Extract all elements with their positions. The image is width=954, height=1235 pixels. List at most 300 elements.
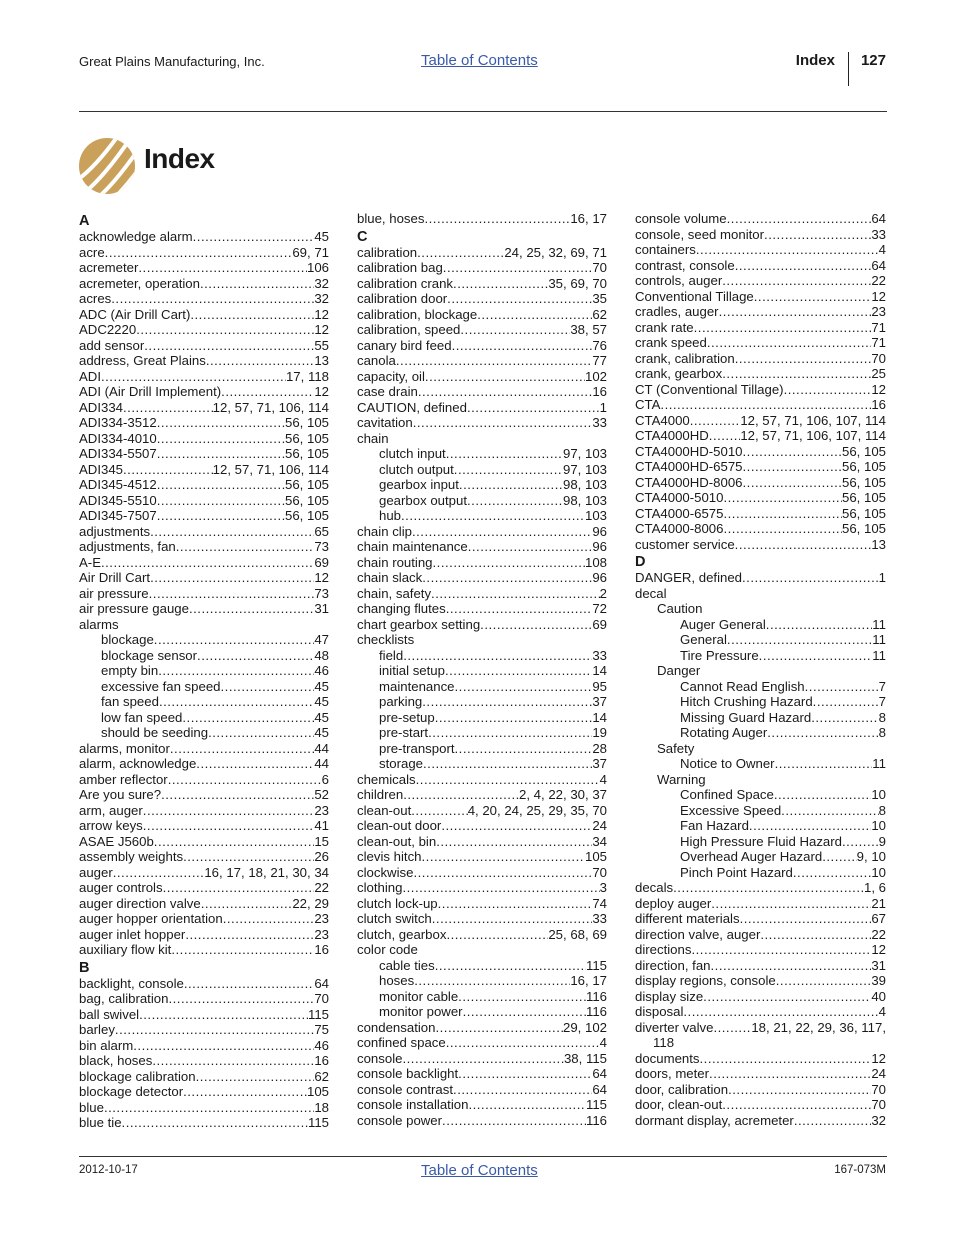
index-entry <box>79 710 329 726</box>
index-term: case drain <box>357 384 418 399</box>
dot-leader <box>793 865 871 881</box>
index-entry <box>79 849 329 865</box>
index-entry <box>635 211 886 227</box>
index-term: arm, auger <box>79 802 143 818</box>
dot-leader <box>416 772 600 788</box>
dot-leader <box>157 431 285 447</box>
index-page-refs: 12 <box>871 288 886 304</box>
dot-leader <box>425 369 585 385</box>
index-term: monitor power <box>379 1004 463 1019</box>
index-page-refs: 6 <box>321 771 329 787</box>
index-page-refs: 37 <box>592 694 607 709</box>
index-entry <box>635 880 886 896</box>
dot-leader <box>754 289 872 305</box>
index-term: CT (Conventional Tillage) <box>635 381 784 397</box>
dot-leader <box>185 927 314 943</box>
index-entry <box>357 896 607 912</box>
index-entry <box>357 555 607 571</box>
index-page-refs: 97, 103 <box>563 446 607 461</box>
index-page-refs: 18, 21, 22, 29, 36, 117, <box>751 1019 886 1035</box>
index-entry <box>357 1035 607 1051</box>
index-page-refs: 70 <box>592 260 607 275</box>
index-term: bin alarm <box>79 1037 134 1053</box>
index-entry <box>357 291 607 307</box>
index-page-refs: 45 <box>314 678 329 694</box>
index-page-refs: 106 <box>306 260 329 275</box>
index-entry <box>635 710 886 726</box>
index-page-refs: 115 <box>585 957 607 973</box>
index-entry <box>635 227 886 243</box>
index-entry <box>79 446 329 462</box>
index-entry <box>79 384 329 400</box>
index-entry <box>635 834 886 850</box>
company-name: Great Plains Manufacturing, Inc. <box>79 54 265 69</box>
dot-leader <box>158 663 314 679</box>
index-term: ADI <box>79 368 101 384</box>
index-term: clean-out, bin <box>357 833 437 849</box>
dot-leader <box>396 353 592 369</box>
index-page-refs: 9 <box>878 833 886 849</box>
index-entry <box>635 1066 886 1082</box>
index-page-refs: 38, 57 <box>570 322 607 337</box>
index-term: CTA4000-8006 <box>635 521 724 536</box>
dot-leader <box>197 648 314 664</box>
index-entry <box>79 477 329 493</box>
index-term: ADC2220 <box>79 322 137 337</box>
index-term: auger hopper orientation <box>79 911 223 926</box>
index-term: changing flutes <box>357 601 446 616</box>
index-term: Notice to Owner <box>680 756 775 771</box>
index-term: canola <box>357 353 396 368</box>
index-entry <box>357 911 607 927</box>
index-term: initial setup <box>379 663 445 678</box>
index-entry <box>635 632 886 648</box>
index-page-refs: 21 <box>871 895 886 911</box>
dot-leader <box>432 911 593 927</box>
index-page-refs: 2, 4, 22, 30, 37 <box>519 787 607 802</box>
header-table-of-contents-link[interactable]: Table of Contents <box>421 52 538 69</box>
dot-leader <box>443 260 593 276</box>
index-page-refs: 64 <box>314 975 329 991</box>
index-term: console backlight <box>357 1066 459 1081</box>
index-page-refs: 22, 29 <box>292 895 329 911</box>
index-entry <box>357 772 607 788</box>
index-page-refs: 52 <box>314 787 329 802</box>
index-term: display regions, console <box>635 973 776 988</box>
index-page-refs: 12, 57, 71, 106, 114 <box>212 461 329 477</box>
index-page-refs: 55 <box>314 337 329 353</box>
page-title: Index <box>144 143 215 174</box>
dot-leader <box>743 475 842 491</box>
index-term: ADI345-7507 <box>79 508 157 523</box>
dot-leader <box>468 1097 586 1113</box>
index-term: address, Great Plains <box>79 353 206 368</box>
index-page-refs: 96 <box>592 523 607 539</box>
dot-leader <box>105 245 293 261</box>
index-term: Danger <box>657 663 701 678</box>
index-entry <box>357 865 607 881</box>
index-term: blue tie <box>79 1115 122 1130</box>
index-term: color code <box>357 942 418 957</box>
index-page-refs: 4 <box>599 1035 607 1050</box>
index-entry <box>357 570 607 586</box>
index-entry <box>79 1084 329 1100</box>
index-page-refs: 46 <box>314 1037 329 1053</box>
index-entry <box>635 927 886 943</box>
dot-leader <box>711 958 872 974</box>
index-page-refs: 12 <box>314 306 329 322</box>
index-entry <box>79 1069 329 1085</box>
dot-leader <box>781 803 878 819</box>
index-term: DANGER, defined <box>635 570 743 585</box>
dot-leader <box>723 521 842 537</box>
index-entry <box>635 1035 886 1051</box>
index-entry <box>79 880 329 896</box>
index-entry <box>79 229 329 245</box>
dot-leader <box>735 258 872 274</box>
index-term: chain maintenance <box>357 539 468 554</box>
index-term: ADI345-5510 <box>79 492 157 508</box>
index-term: General <box>680 632 727 647</box>
index-page-refs: 45 <box>314 709 329 725</box>
dot-leader <box>200 276 314 292</box>
index-term: assembly weights <box>79 849 184 864</box>
index-entry <box>357 322 607 338</box>
dot-leader <box>424 211 570 227</box>
index-page-refs: 29, 102 <box>563 1019 607 1035</box>
index-term: Hitch Crushing Hazard <box>680 694 813 709</box>
index-term: ADI334 <box>79 399 123 415</box>
index-term: Tire Pressure <box>680 647 759 663</box>
index-term: clockwise <box>357 864 414 880</box>
index-column-1 <box>79 211 329 1131</box>
index-page-refs: 16 <box>314 942 329 957</box>
index-term: direction, fan <box>635 957 711 973</box>
index-term: console <box>357 1050 403 1066</box>
dot-leader <box>422 570 592 586</box>
index-entry <box>357 1113 607 1129</box>
index-entry <box>635 1097 886 1113</box>
index-entry <box>357 942 607 958</box>
index-entry <box>635 242 886 258</box>
index-column-3 <box>635 211 886 1128</box>
index-page-refs: 116 <box>585 1004 607 1019</box>
index-entry <box>357 648 607 664</box>
index-entry <box>79 694 329 710</box>
index-entry <box>635 506 886 522</box>
dot-leader <box>696 242 879 258</box>
index-term: blockage <box>101 632 154 647</box>
dot-leader <box>743 459 842 475</box>
dot-leader <box>184 976 314 992</box>
index-entry <box>79 648 329 664</box>
index-entry <box>79 756 329 772</box>
dot-leader <box>159 694 314 710</box>
dot-leader <box>467 493 563 509</box>
index-entry <box>635 335 886 351</box>
dot-leader <box>709 428 741 444</box>
index-entry <box>357 710 607 726</box>
index-term: pre-setup <box>379 709 435 725</box>
index-term: crank, calibration <box>635 350 735 366</box>
index-term: alarms, monitor <box>79 740 170 756</box>
index-term: Conventional Tillage <box>635 288 754 304</box>
index-entry <box>79 555 329 571</box>
dot-leader <box>749 818 871 834</box>
dot-leader <box>722 273 871 289</box>
index-page-refs: 7 <box>878 694 886 709</box>
index-page-refs: 45 <box>314 694 329 709</box>
index-term: door, calibration <box>635 1081 729 1097</box>
index-entry <box>635 601 886 617</box>
index-entry <box>635 521 886 537</box>
index-term: dormant display, acremeter <box>635 1112 794 1128</box>
index-entry <box>635 849 886 865</box>
index-term: should be seeding <box>101 725 209 740</box>
index-entry <box>79 632 329 648</box>
index-term: clutch switch <box>357 911 432 926</box>
index-term: air pressure <box>79 585 149 601</box>
dot-leader <box>775 756 873 772</box>
dot-leader <box>453 276 548 292</box>
index-entry <box>79 276 329 292</box>
dot-leader <box>412 524 592 540</box>
index-entry <box>357 787 607 803</box>
dot-leader <box>157 508 285 524</box>
dot-leader <box>168 991 314 1007</box>
index-page-refs: 17, 118 <box>285 368 329 384</box>
index-page-refs: 4 <box>878 242 886 257</box>
index-page-refs: 13 <box>314 353 329 368</box>
index-term: ADI334-5507 <box>79 446 157 461</box>
index-term: blockage detector <box>79 1084 184 1099</box>
index-entry <box>357 679 607 695</box>
index-entry <box>635 459 886 475</box>
footer-doc-number: 167-073M <box>834 1164 886 1176</box>
index-page-refs: 73 <box>314 585 329 601</box>
index-page-refs: 12, 57, 71, 106, 107, 114 <box>740 412 886 428</box>
index-entry <box>635 320 886 336</box>
index-term: ADI345-4512 <box>79 477 157 492</box>
index-page-refs: 56, 105 <box>285 415 329 430</box>
index-entry <box>635 958 886 974</box>
index-term: ADI334-4010 <box>79 430 157 446</box>
index-term: auger <box>79 864 113 880</box>
index-page-refs: 70 <box>871 350 886 366</box>
index-page-refs: 11 <box>872 632 886 647</box>
index-term: auger controls <box>79 880 163 895</box>
index-entry <box>79 245 329 261</box>
index-entry <box>635 490 886 506</box>
index-entry <box>635 289 886 305</box>
dot-leader <box>196 756 314 772</box>
index-term: Are you sure? <box>79 787 162 802</box>
index-term: calibration <box>357 244 418 260</box>
index-page-refs: 8 <box>878 802 886 818</box>
dot-leader <box>713 1020 751 1036</box>
dot-leader <box>760 927 871 943</box>
index-term: parking <box>379 694 423 709</box>
index-page-refs: 1, 6 <box>864 880 886 895</box>
index-term: Auger General <box>680 616 766 632</box>
dot-leader <box>454 462 563 478</box>
index-entry <box>635 787 886 803</box>
index-page-refs: 105 <box>306 1084 329 1099</box>
index-page-refs: 10 <box>871 864 886 880</box>
index-page-refs: 45 <box>314 229 329 244</box>
index-entry <box>357 1082 607 1098</box>
dot-leader <box>403 648 592 664</box>
dot-leader <box>423 756 592 772</box>
dot-leader <box>157 477 285 493</box>
index-term: acremeter <box>79 260 139 275</box>
index-page-refs: 31 <box>314 601 329 616</box>
index-entry <box>79 539 329 555</box>
index-page-refs: 38, 115 <box>563 1050 607 1066</box>
index-page-refs: 116 <box>585 988 607 1004</box>
index-term: black, hoses <box>79 1053 153 1068</box>
index-page-refs: 98, 103 <box>563 477 607 492</box>
dot-leader <box>402 880 599 896</box>
index-term: A-E <box>79 554 101 570</box>
dot-leader <box>171 942 314 958</box>
dot-leader <box>442 1113 586 1129</box>
dot-leader <box>445 663 592 679</box>
dot-leader <box>813 694 879 710</box>
index-entry <box>357 694 607 710</box>
index-page-refs: 14 <box>592 709 607 725</box>
index-term: different materials <box>635 911 740 926</box>
index-entry <box>635 741 886 757</box>
index-page-refs: 11 <box>872 647 886 663</box>
index-letter-heading: D <box>635 554 646 570</box>
dot-leader <box>805 679 879 695</box>
index-term: hoses <box>379 973 415 988</box>
index-entry <box>357 927 607 943</box>
index-entry <box>357 400 607 416</box>
dot-leader <box>766 617 873 633</box>
index-term: chain slack <box>357 570 423 585</box>
dot-leader <box>477 307 592 323</box>
index-entry <box>635 397 886 413</box>
index-entry <box>635 756 886 772</box>
index-term: display size <box>635 988 704 1004</box>
dot-leader <box>436 834 592 850</box>
dot-leader <box>776 973 872 989</box>
index-term: field <box>379 647 404 663</box>
dot-leader <box>441 818 592 834</box>
dot-leader <box>413 865 592 881</box>
dot-leader <box>694 320 872 336</box>
dot-leader <box>163 880 315 896</box>
dot-leader <box>104 1100 314 1116</box>
index-term: Confined Space <box>680 787 774 802</box>
index-page-refs: 1 <box>599 399 607 415</box>
index-term: calibration door <box>357 291 448 306</box>
dot-leader <box>722 366 871 382</box>
index-page-refs: 16, 17 <box>570 211 607 226</box>
index-entry <box>79 338 329 354</box>
index-page-refs: 1 <box>878 570 886 585</box>
index-term: door, clean-out <box>635 1097 723 1112</box>
index-entry <box>635 694 886 710</box>
dot-leader <box>455 741 593 757</box>
index-entry <box>79 524 329 540</box>
index-entry <box>635 648 886 664</box>
index-term: chain, safety <box>357 585 432 601</box>
dot-leader <box>196 1069 315 1085</box>
index-page-refs: 12, 57, 71, 106, 107, 114 <box>740 428 886 443</box>
index-entry <box>357 1004 607 1020</box>
index-term: chain clip <box>357 523 412 539</box>
index-entry <box>79 1053 329 1069</box>
index-term: console installation <box>357 1097 469 1112</box>
index-entry <box>635 1051 886 1067</box>
index-entry <box>79 493 329 509</box>
index-page-refs: 48 <box>314 647 329 663</box>
dot-leader <box>660 397 871 413</box>
index-term: canary bird feed <box>357 337 452 353</box>
dot-leader <box>774 787 871 803</box>
index-entry <box>357 663 607 679</box>
index-page-refs: 56, 105 <box>842 490 886 505</box>
index-term: chart gearbox setting <box>357 616 481 632</box>
index-entry <box>79 679 329 695</box>
dot-leader <box>422 694 592 710</box>
index-page-refs: 62 <box>314 1068 329 1084</box>
index-term: acres <box>79 291 112 306</box>
index-page-refs: 33 <box>592 647 607 663</box>
index-term: alarms <box>79 616 119 632</box>
index-page-refs: 115 <box>307 1006 329 1022</box>
dot-leader <box>455 679 593 695</box>
index-entry <box>79 927 329 943</box>
index-entry <box>635 772 886 788</box>
dot-leader <box>446 1035 600 1051</box>
index-entry <box>357 431 607 447</box>
index-page-refs: 15 <box>314 833 329 849</box>
index-entry <box>635 413 886 429</box>
index-page-refs: 71 <box>871 319 886 335</box>
index-entry <box>635 896 886 912</box>
index-term: blockage sensor <box>101 647 198 663</box>
dot-leader <box>150 570 314 586</box>
index-term: confined space <box>357 1035 446 1050</box>
dot-leader <box>446 601 593 617</box>
index-term: children <box>357 787 404 802</box>
dot-leader <box>139 1007 308 1023</box>
index-page-refs: 34 <box>592 833 607 849</box>
dot-leader <box>728 1082 871 1098</box>
index-term: acremeter, operation <box>79 275 200 291</box>
index-page-refs: 47 <box>314 632 329 647</box>
index-entry <box>79 976 329 992</box>
footer-table-of-contents-link[interactable]: Table of Contents <box>421 1162 538 1179</box>
dot-leader <box>438 896 593 912</box>
index-page-refs: 96 <box>592 570 607 585</box>
index-entry <box>635 351 886 367</box>
dot-leader <box>422 849 585 865</box>
index-term: clean-out <box>357 802 412 818</box>
dot-leader <box>446 927 548 943</box>
index-entry <box>79 818 329 834</box>
index-page-refs: 56, 105 <box>285 492 329 508</box>
index-term: auger direction valve <box>79 895 201 911</box>
dot-leader <box>727 211 872 227</box>
index-entry <box>357 989 607 1005</box>
dot-leader <box>111 291 314 307</box>
dot-leader <box>458 1066 592 1082</box>
